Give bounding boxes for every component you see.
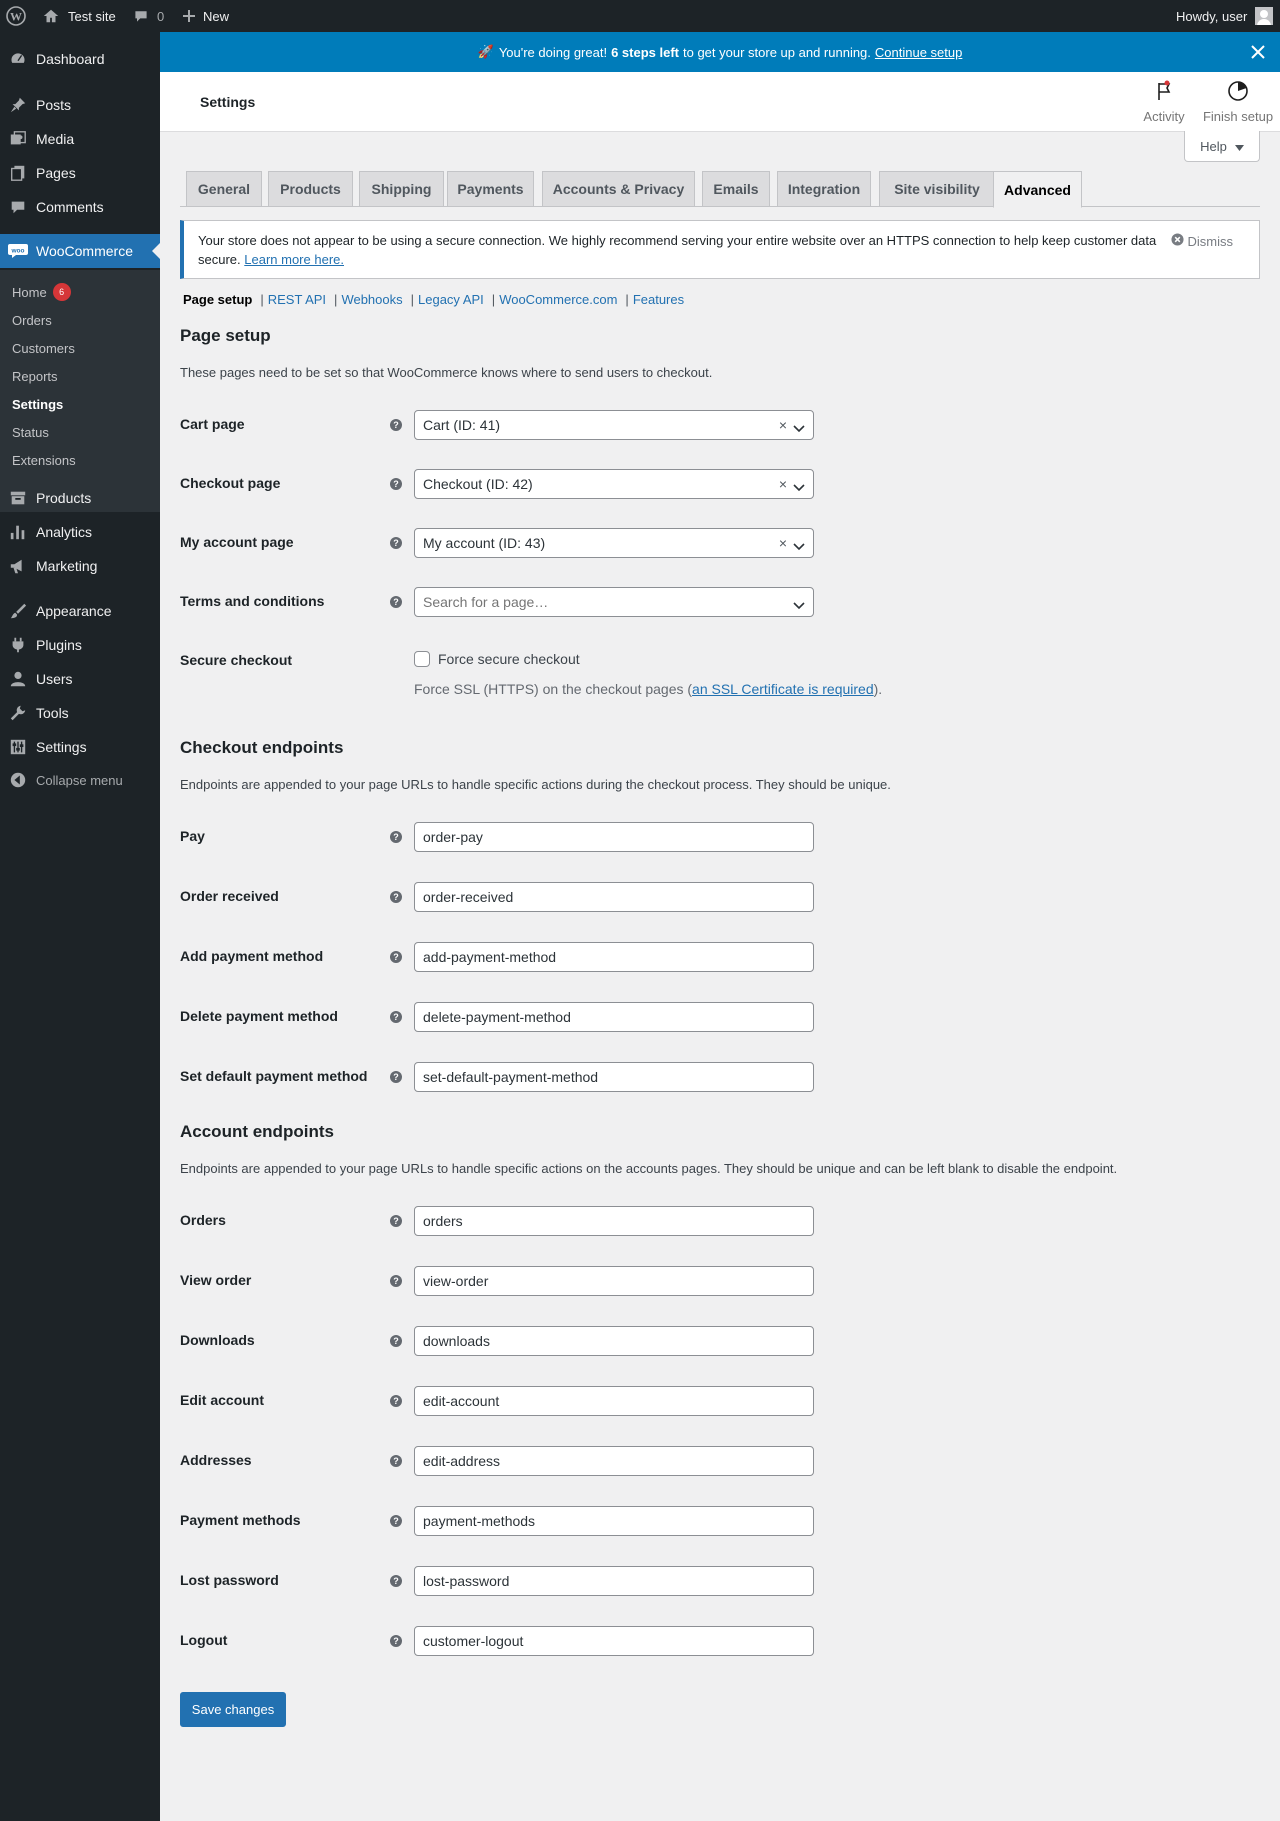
- finish-setup-button[interactable]: Finish setup: [1196, 72, 1280, 132]
- my-account-page-label: My account page: [180, 534, 294, 550]
- submenu-item-settings[interactable]: Settings: [12, 396, 64, 412]
- ssl-certificate-link[interactable]: an SSL Certificate is required: [692, 681, 874, 697]
- help-tip-icon[interactable]: ?: [390, 478, 402, 490]
- new-label: New: [203, 8, 230, 24]
- view-order-input[interactable]: view-order: [414, 1266, 814, 1296]
- sidebar-item-media[interactable]: Media: [0, 122, 160, 156]
- tab-site-visibility[interactable]: Site visibility: [879, 171, 995, 207]
- help-tip-icon[interactable]: ?: [390, 891, 402, 903]
- banner-steps-left: 6 steps left: [611, 44, 679, 60]
- order-received-input[interactable]: order-received: [414, 882, 814, 912]
- logout-label: Logout: [180, 1632, 228, 1648]
- help-tip-icon[interactable]: ?: [390, 596, 402, 608]
- my-account-page-select[interactable]: My account (ID: 43) ×: [414, 528, 814, 558]
- comments-link[interactable]: [133, 0, 164, 32]
- sidebar-item-users[interactable]: Users: [0, 662, 160, 696]
- help-tip-icon[interactable]: ?: [390, 1395, 402, 1407]
- secure-checkout-description: Force SSL (HTTPS) on the checkout pages (an SSL Certificate is required).: [414, 681, 883, 697]
- help-tip-icon[interactable]: ?: [390, 831, 402, 843]
- help-tip-icon[interactable]: ?: [390, 1575, 402, 1587]
- payment-methods-input[interactable]: payment-methods: [414, 1506, 814, 1536]
- account-endpoints-description: Endpoints are appended to your page URLs to handle specific actions on the accounts pages. They should be unique and can be left blank to disable the endpoint.: [180, 1161, 1118, 1176]
- avatar: [1255, 7, 1273, 25]
- sidebar-item-appearance[interactable]: Appearance: [0, 594, 160, 628]
- plus-icon: [182, 9, 196, 23]
- comment-icon: [8, 197, 28, 217]
- section-link-rest-api[interactable]: REST API: [267, 291, 327, 307]
- site-name-link[interactable]: [42, 0, 116, 32]
- site-name: Test site: [68, 8, 116, 24]
- sliders-icon: [8, 737, 28, 757]
- order-received-label: Order received: [180, 888, 279, 904]
- page-title: Settings: [200, 94, 256, 110]
- section-link-features[interactable]: Features: [632, 291, 685, 307]
- edit-account-input[interactable]: edit-account: [414, 1386, 814, 1416]
- add-payment-method-label: Add payment method: [180, 948, 324, 964]
- help-tip-icon[interactable]: ?: [390, 1635, 402, 1647]
- admin-sidebar: [0, 32, 160, 1821]
- cart-page-select[interactable]: Cart (ID: 41) ×: [414, 410, 814, 440]
- comments-count: 0: [157, 8, 165, 24]
- paintbrush-icon: [8, 601, 28, 621]
- new-content-link[interactable]: [182, 0, 229, 32]
- tab-products[interactable]: Products: [268, 171, 353, 207]
- woocommerce-submenu: [0, 270, 160, 512]
- media-icon: [8, 129, 28, 149]
- wrench-icon: [8, 703, 28, 723]
- ssl-warning-notice: [180, 220, 1260, 279]
- submenu-item-extensions[interactable]: Extensions: [12, 452, 76, 468]
- banner-text-post: to get your store up and running.: [683, 44, 871, 60]
- caret-down-icon: [1235, 139, 1244, 154]
- help-tip-icon[interactable]: ?: [390, 1215, 402, 1227]
- tab-emails[interactable]: Emails: [702, 171, 770, 207]
- sidebar-item-plugins[interactable]: Plugins: [0, 628, 160, 662]
- delete-payment-method-input[interactable]: delete-payment-method: [414, 1002, 814, 1032]
- sidebar-item-woocommerce[interactable]: woo WooCommerce: [0, 234, 160, 268]
- dashboard-icon: [8, 49, 28, 69]
- chevron-down-icon: [793, 479, 805, 495]
- orders-endpoint-input[interactable]: orders: [414, 1206, 814, 1236]
- save-changes-button[interactable]: Save changes: [180, 1692, 286, 1727]
- terms-conditions-label: Terms and conditions: [180, 593, 325, 609]
- delete-payment-method-label: Delete payment method: [180, 1008, 338, 1024]
- chevron-down-icon: [793, 420, 805, 436]
- sidebar-item-pages[interactable]: Pages: [0, 156, 160, 190]
- downloads-label: Downloads: [180, 1332, 255, 1348]
- pages-icon: [8, 163, 28, 183]
- submenu-item-reports[interactable]: Reports: [12, 368, 58, 384]
- notice-text: Your store does not appear to be using a secure connection. We highly recommend serving your entire website over an HTTPS connection to help keep customer data secure.: [198, 233, 1157, 267]
- setup-progress-banner: [160, 32, 1280, 72]
- cart-page-label: Cart page: [180, 416, 245, 432]
- rocket-icon: 🚀: [477, 44, 494, 59]
- add-payment-method-input[interactable]: add-payment-method: [414, 942, 814, 972]
- banner-text-pre: You're doing great!: [498, 44, 608, 60]
- collapse-menu-button[interactable]: Collapse menu: [0, 763, 160, 797]
- addresses-label: Addresses: [180, 1452, 252, 1468]
- checkout-endpoints-description: Endpoints are appended to your page URLs to handle specific actions during the checkout process. They should be unique.: [180, 777, 891, 792]
- tab-payments[interactable]: Payments: [447, 171, 534, 207]
- lost-password-label: Lost password: [180, 1572, 279, 1588]
- notification-badge: 6: [53, 283, 71, 301]
- sidebar-item-marketing[interactable]: Marketing: [0, 549, 160, 583]
- chevron-down-icon: [793, 597, 805, 613]
- archive-icon: [8, 488, 28, 508]
- payment-methods-label: Payment methods: [180, 1512, 301, 1528]
- section-link-page-setup[interactable]: Page setup: [183, 291, 253, 307]
- svg-text:woo: woo: [11, 247, 25, 255]
- account-endpoints-heading: Account endpoints: [180, 1122, 334, 1141]
- plug-icon: [8, 635, 28, 655]
- pay-endpoint-label: Pay: [180, 828, 205, 844]
- flag-icon: [1153, 80, 1175, 105]
- help-tip-icon[interactable]: ?: [390, 1011, 402, 1023]
- help-tip-icon[interactable]: ?: [390, 537, 402, 549]
- tab-integration[interactable]: Integration: [777, 171, 871, 207]
- submenu-item-home[interactable]: Home 6: [12, 282, 71, 302]
- svg-text:W: W: [10, 9, 22, 24]
- checkout-endpoints-heading: Checkout endpoints: [180, 738, 344, 757]
- settings-tabs: [180, 171, 1260, 207]
- lost-password-input[interactable]: lost-password: [414, 1566, 814, 1596]
- help-tip-icon[interactable]: ?: [390, 1071, 402, 1083]
- addresses-input[interactable]: edit-address: [414, 1446, 814, 1476]
- sidebar-item-analytics[interactable]: Analytics: [0, 515, 160, 549]
- tab-accounts-privacy[interactable]: Accounts & Privacy: [542, 171, 695, 207]
- sidebar-item-products[interactable]: Products: [0, 481, 160, 515]
- section-link-woocommerce-com[interactable]: WooCommerce.com: [499, 291, 618, 307]
- sidebar-item-tools[interactable]: Tools: [0, 696, 160, 730]
- account-menu[interactable]: [1176, 0, 1273, 32]
- submenu-item-customers[interactable]: Customers: [12, 340, 75, 356]
- collapse-arrow-icon: [8, 770, 28, 790]
- force-secure-checkbox[interactable]: [414, 651, 430, 667]
- help-button[interactable]: Help: [1184, 131, 1260, 162]
- page-setup-heading: Page setup: [180, 326, 271, 345]
- close-icon[interactable]: [1248, 42, 1268, 62]
- megaphone-icon: [8, 556, 28, 576]
- tab-advanced[interactable]: Advanced: [993, 171, 1082, 208]
- section-link-webhooks[interactable]: Webhooks: [341, 291, 403, 307]
- edit-account-label: Edit account: [180, 1392, 265, 1408]
- comment-icon: [133, 8, 149, 24]
- progress-circle-icon: [1227, 80, 1249, 105]
- help-tip-icon[interactable]: ?: [390, 419, 402, 431]
- activity-button[interactable]: Activity: [1124, 72, 1204, 132]
- admin-bar: [0, 0, 1280, 32]
- user-icon: [8, 669, 28, 689]
- set-default-payment-method-label: Set default payment method: [180, 1068, 368, 1084]
- section-links: Page setup | REST API | Webhooks | Legacy API | WooCommerce.com | Features: [183, 291, 685, 307]
- clear-icon[interactable]: ×: [778, 535, 787, 551]
- wordpress-logo-icon[interactable]: [6, 0, 26, 32]
- checkout-page-label: Checkout page: [180, 475, 281, 491]
- terms-page-select[interactable]: Search for a page…: [414, 587, 814, 617]
- page-setup-description: These pages need to be set so that WooCommerce knows where to send users to checkout.: [180, 365, 713, 380]
- submenu-item-orders[interactable]: Orders: [12, 312, 52, 328]
- bar-chart-icon: [8, 522, 28, 542]
- clear-icon[interactable]: ×: [778, 417, 787, 433]
- help-tip-icon[interactable]: ?: [390, 1335, 402, 1347]
- secure-checkout-label: Secure checkout: [180, 652, 293, 668]
- sidebar-item-dashboard[interactable]: Dashboard: [0, 42, 160, 76]
- help-tip-icon[interactable]: ?: [390, 1455, 402, 1467]
- view-order-label: View order: [180, 1272, 252, 1288]
- learn-more-link[interactable]: Learn more here.: [244, 252, 344, 267]
- pay-endpoint-input[interactable]: order-pay: [414, 822, 814, 852]
- howdy-text: Howdy, user: [1176, 8, 1248, 24]
- continue-setup-link[interactable]: Continue setup: [874, 44, 963, 60]
- downloads-input[interactable]: downloads: [414, 1326, 814, 1356]
- submenu-item-status[interactable]: Status: [12, 424, 49, 440]
- clear-icon[interactable]: ×: [778, 476, 787, 492]
- woo-icon: [8, 241, 28, 261]
- pin-icon: [8, 95, 28, 115]
- close-circle-icon: [1171, 232, 1184, 251]
- force-secure-checkout-label[interactable]: Force secure checkout: [438, 651, 580, 667]
- sidebar-item-comments[interactable]: Comments: [0, 190, 160, 224]
- home-icon: [42, 7, 60, 25]
- chevron-down-icon: [793, 538, 805, 554]
- help-tip-icon[interactable]: ?: [390, 951, 402, 963]
- set-default-payment-method-input[interactable]: set-default-payment-method: [414, 1062, 814, 1092]
- logout-input[interactable]: customer-logout: [414, 1626, 814, 1656]
- tab-shipping[interactable]: Shipping: [359, 171, 444, 207]
- help-tip-icon[interactable]: ?: [390, 1515, 402, 1527]
- checkout-page-select[interactable]: Checkout (ID: 42) ×: [414, 469, 814, 499]
- orders-endpoint-label: Orders: [180, 1212, 226, 1228]
- sidebar-item-settings[interactable]: Settings: [0, 730, 160, 764]
- tab-general[interactable]: General: [186, 171, 262, 207]
- section-link-legacy-api[interactable]: Legacy API: [418, 291, 484, 307]
- help-tip-icon[interactable]: ?: [390, 1275, 402, 1287]
- sidebar-item-posts[interactable]: Posts: [0, 88, 160, 122]
- woocommerce-header: [160, 72, 1280, 132]
- dismiss-button[interactable]: Dismiss: [1171, 232, 1234, 251]
